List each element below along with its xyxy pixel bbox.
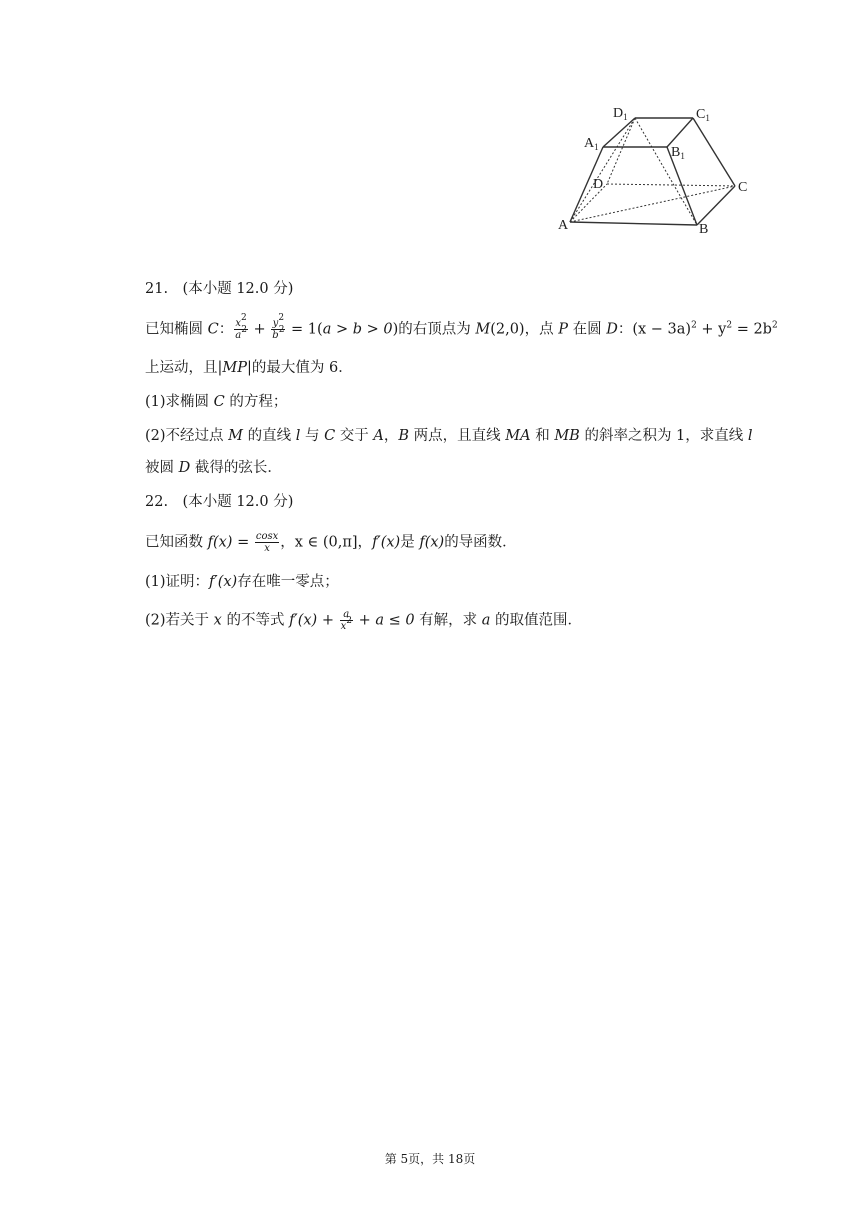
label-b1: $B_1$ <box>671 145 685 161</box>
q22-line1: 已知函数 f(x) = $\frac{\cos x}{x}$ ，x ∈ (0,π]，f′(x)是 f(x)的导函数． <box>145 531 517 554</box>
edge-a1d1 <box>603 118 635 147</box>
q21-part1: (1)求椭圆 C 的方程； <box>145 394 288 410</box>
label-c: C <box>738 180 748 195</box>
edge-d1d-hidden <box>607 118 635 184</box>
label-d1: $D_1$ <box>613 106 628 122</box>
frustum-diagram <box>555 100 755 240</box>
fraction-y2-b2: $\frac{y^2}{b^2}$ <box>272 313 285 341</box>
label-d: D <box>593 177 604 192</box>
edge-dc-hidden <box>607 184 735 186</box>
q21-part2-cont: 被圆 D 截得的弦长． <box>145 460 282 476</box>
q22-header: 22. (本小题 12.0 分) <box>145 494 294 510</box>
edge-ab <box>570 222 697 225</box>
label-c1: $C_1$ <box>696 107 710 123</box>
q21-line1: 已知椭圆 C： $\frac{x^2}{a^2}$ + $\frac{y^2}{b^2}$ = 1(a > b > 0)的右顶点为 M(2,0)，点 P 在圆 D：$(x - 3a)^2 + y^2 = 2b^2$ <box>145 313 778 341</box>
label-b: B <box>699 222 709 237</box>
diag-d1b <box>635 118 697 225</box>
fraction-x2-a2: $\frac{x^2}{a^2}$ <box>235 313 247 341</box>
fraction-a-x2: $\frac{a}{x^2}$ <box>340 609 352 632</box>
q21-header: 21. (本小题 12.0 分) <box>145 281 294 297</box>
page-footer: 第 5页，共 18页 <box>384 1152 476 1166</box>
diag-ad1 <box>570 118 635 222</box>
label-a: A <box>558 218 569 233</box>
edge-c1c <box>693 118 735 186</box>
q22-part2: (2)若关于 x 的不等式 f′(x) + $\frac{a}{x^2}$ + a ≤ 0 有解，求 a 的取值范围． <box>145 609 583 632</box>
fraction-cosx-x: $\frac{\cos x}{x}$ <box>255 531 279 554</box>
q21-line2: 上运动，且|MP|的最大值为 6． <box>145 360 353 376</box>
edge-c1b1 <box>667 118 693 147</box>
edge-bc <box>697 186 735 225</box>
frustum-figure <box>555 100 755 240</box>
label-a1: $A_1$ <box>584 136 599 152</box>
q21-part2: (2)不经过点 M 的直线 l 与 C 交于 A，B 两点，且直线 MA 和 MB 的斜率之积为 1，求直线 l <box>145 428 753 444</box>
q22-part1: (1)证明：f′(x)存在唯一零点； <box>145 574 339 590</box>
